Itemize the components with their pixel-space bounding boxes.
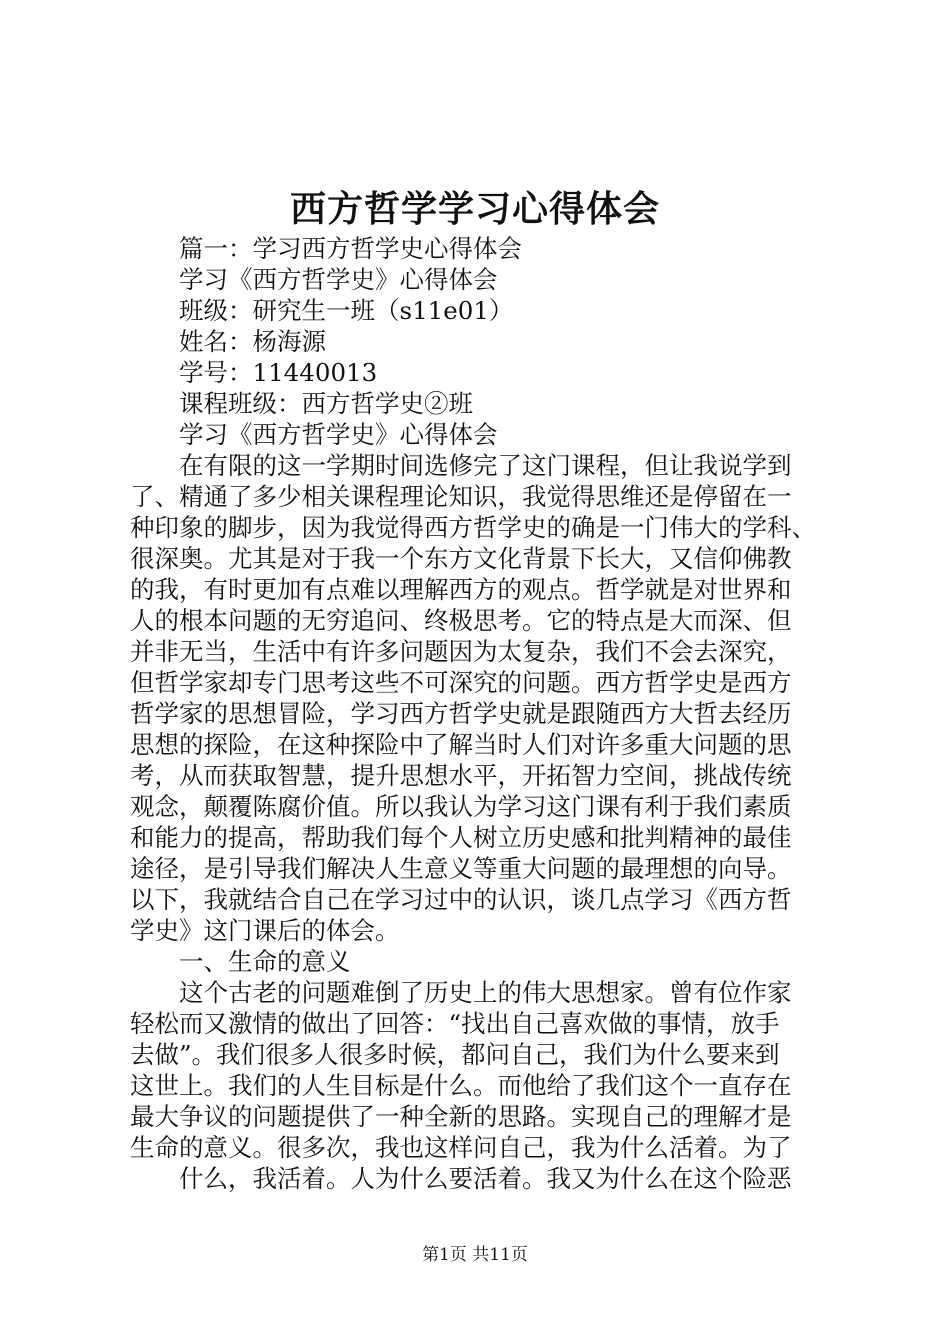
text-line: 和能力的提高，帮助我们每个人树立历史感和批判精神的最佳 [130, 823, 792, 852]
text-line: 最大争议的问题提供了一种全新的思路。实现自己的理解才是 [130, 1102, 792, 1131]
section-heading: 一、生命的意义 [179, 947, 351, 976]
text-line: 这个古老的问题难倒了历史上的伟大思想家。曾有位作家 [179, 978, 792, 1007]
text-line: 课程班级：西方哲学史②班 [179, 389, 473, 418]
text-line: 哲学家的思想冒险，学习西方哲学史就是跟随西方大哲去经历 [130, 699, 792, 728]
text-line: 观念，颠覆陈腐价值。所以我认为学习这门课有利于我们素质 [130, 792, 792, 821]
text-line: 思想的探险，在这种探险中了解当时人们对许多重大问题的思 [130, 730, 792, 759]
text-line: 人的根本问题的无穷追问、终极思考。它的特点是大而深、但 [130, 606, 792, 635]
text-line: 途径，是引导我们解决人生意义等重大问题的最理想的向导。 [130, 854, 792, 883]
text-line: 篇一：学习西方哲学史心得体会 [179, 234, 522, 263]
text-line: 学史》这门课后的体会。 [130, 916, 400, 945]
document-title: 西方哲学学习心得体会 [289, 188, 660, 230]
text-line: 学习《西方哲学史》心得体会 [179, 265, 498, 294]
text-line: 班级：研究生一班（s11e01） [179, 296, 514, 325]
text-line: 学号：11440013 [179, 358, 378, 387]
text-line: 在有限的这一学期时间选修完了这门课程，但让我说学到 [179, 451, 792, 480]
text-line: 了、精通了多少相关课程理论知识，我觉得思维还是停留在一 [130, 482, 792, 511]
text-line: 种印象的脚步，因为我觉得西方哲学史的确是一门伟大的学科、 [130, 513, 816, 542]
text-line: 什么，我活着。人为什么要活着。我又为什么在这个险恶 [179, 1164, 792, 1193]
text-line: 生命的意义。很多次，我也这样问自己，我为什么活着。为了 [130, 1133, 792, 1162]
document-body [130, 233, 830, 1194]
text-line: 学习《西方哲学史》心得体会 [179, 420, 498, 449]
text-line: 很深奥。尤其是对于我一个东方文化背景下长大，又信仰佛教 [130, 544, 792, 573]
text-line: 并非无当，生活中有许多问题因为太复杂，我们不会去深究， [130, 637, 792, 666]
text-line: 以下，我就结合自己在学习过中的认识，谈几点学习《西方哲 [130, 885, 792, 914]
text-line: 但哲学家却专门思考这些不可深究的问题。西方哲学史是西方 [130, 668, 792, 697]
text-line: 这世上。我们的人生目标是什么。而他给了我们这个一直存在 [130, 1071, 792, 1100]
text-line: 考，从而获取智慧，提升思想水平，开拓智力空间，挑战传统 [130, 761, 792, 790]
page-number: 第1页 共11页 [422, 1245, 528, 1265]
text-line: 姓名：杨海源 [179, 327, 326, 356]
text-line: 去做”。我们很多人很多时候，都问自己，我们为什么要来到 [130, 1040, 780, 1069]
text-line: 的我，有时更加有点难以理解西方的观点。哲学就是对世界和 [130, 575, 792, 604]
text-line: 轻松而又激情的做出了回答：“找出自己喜欢做的事情，放手 [130, 1009, 780, 1038]
